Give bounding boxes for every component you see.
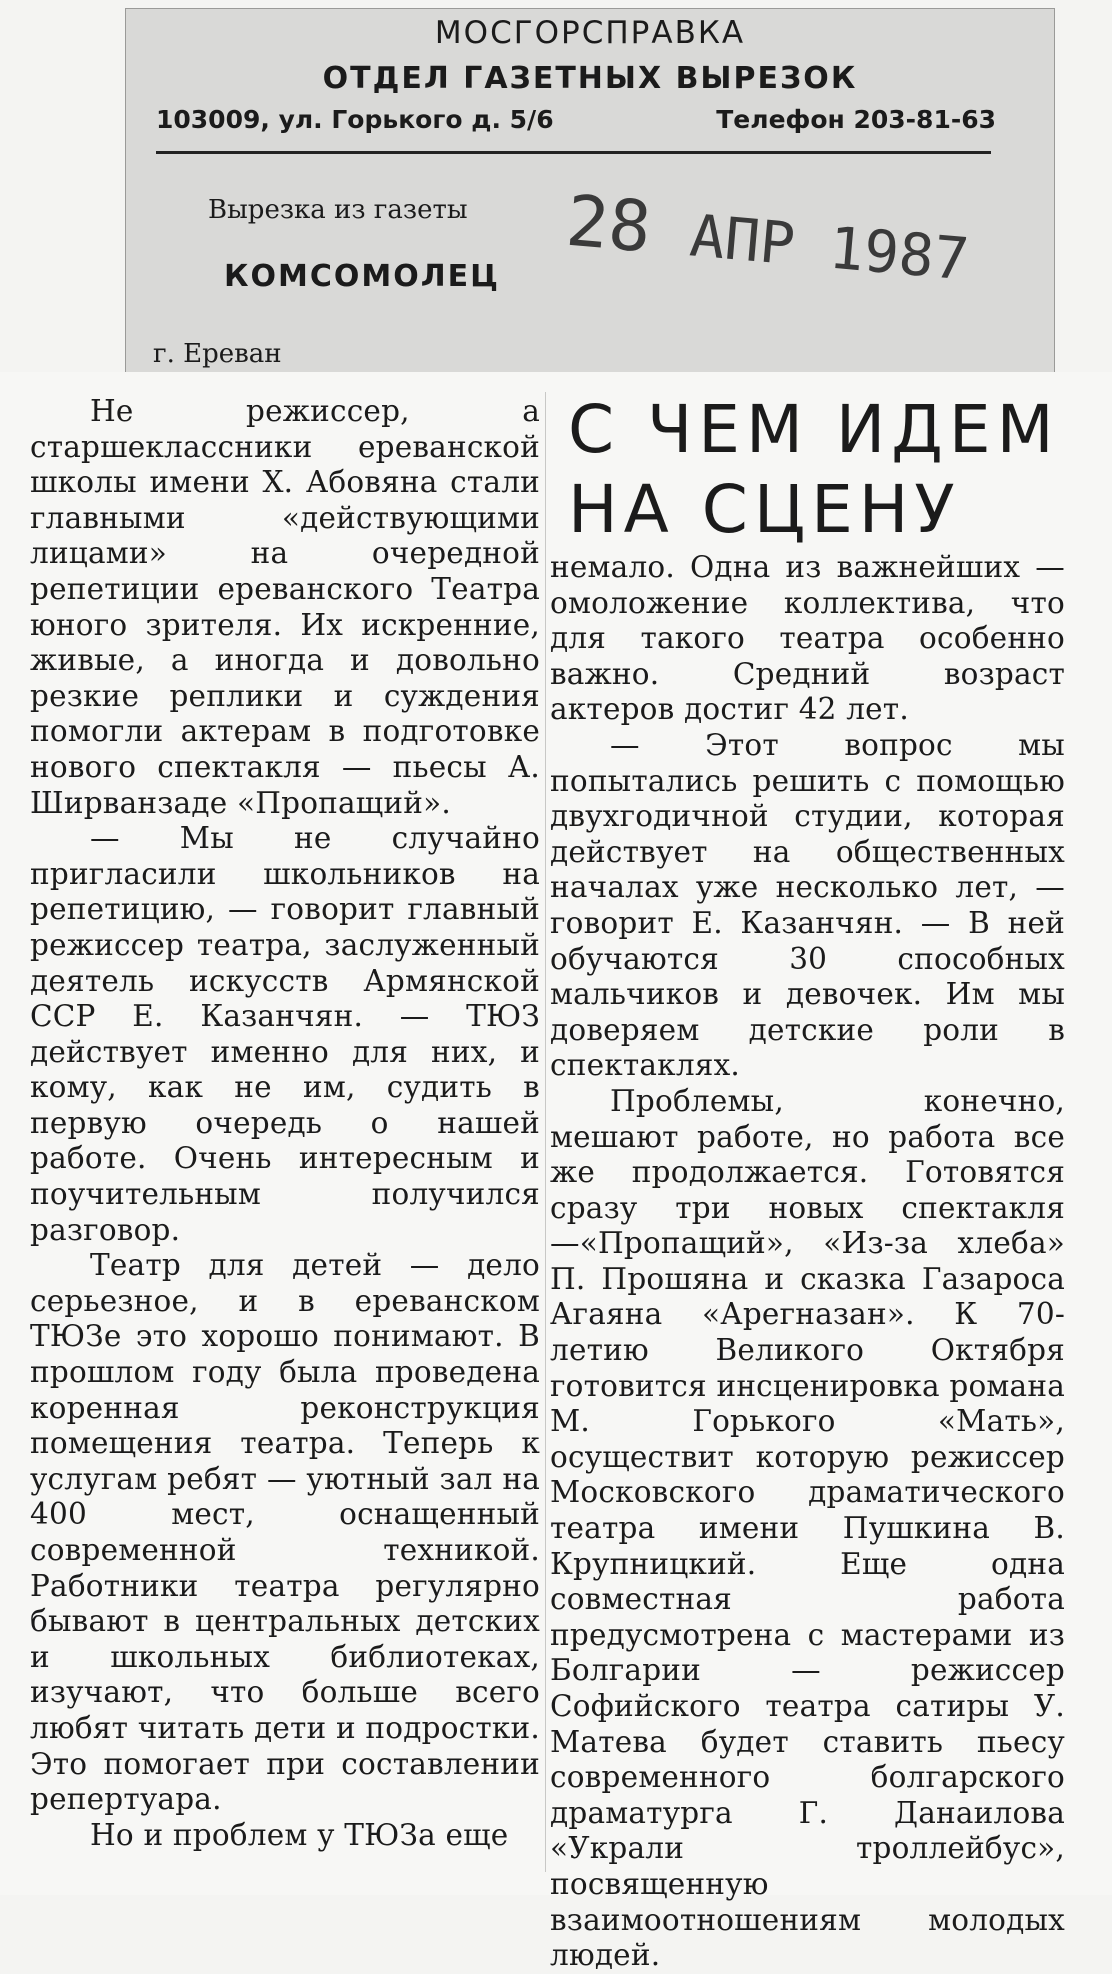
agency-name: МОСГОРСПРАВКА [434,15,746,51]
address: 103009, ул. Горького д. 5/6 [156,105,554,134]
contact-line [156,105,996,134]
column-divider [545,392,546,1872]
paragraph: — Мы не случайно пригласили школьников на репетицию, — говорит главный режиссер театра, заслуженный деятель искусств Армянской ССР Е. Казанчян. — ТЮЗ действует именно для них, и кому, как не им, судить в первую очередь о нашей работе. Очень интересным и поучительным получился разговор. [30,821,540,1247]
paragraph: Но и проблем у ТЮЗа еще [90,1817,509,1852]
newspaper-name: КОМСОМОЛЕЦ [224,259,500,294]
phone: Телефон 203-81-63 [716,105,996,134]
paragraph: немало. Одна из важнейших —омоложение коллектива, что для такого театра особенно важно. Средний возраст актеров достиг 42 лет. [550,550,1065,727]
article-column-right [550,550,1065,1974]
department-name: ОТДЕЛ ГАЗЕТНЫХ ВЫРЕЗОК [322,61,858,96]
stamp-day: 28 [563,179,655,269]
paragraph: Проблемы, конечно, мешают работе, но работа все же продолжается. Готовятся сразу три новых спектакля —«Пропащий», «Из-за хлеба» П. Прошяна и сказка Газароса Агаяна «Арегназан». К 70-летию Великого Октября готовится инсценировка романа М. Горького «Мать», осуществит которую режиссер Московского драматического театра имени Пушкина В. Крупницкий. Еще одна совместная работа предусмотрена с мастерами из Болгарии — режиссер Софийского театра сатиры У. Матева будет ставить пьесу современного болгарского драматурга Г. Данаилова «Украли троллейбус», посвященную взаимоотношениям молодых людей. [550,1083,1065,1973]
header-rule [156,151,991,154]
cut-label: Вырезка из газеты [208,195,468,225]
article-headline: С ЧЕМ ИДЕМ НА СЦЕНУ [568,391,1060,548]
clipping-service-header [125,8,1055,380]
city: г. Ереван [153,339,282,369]
date-stamp [563,180,972,297]
stamp-month-year: АПР 1987 [687,201,972,294]
article-clipping [0,372,1112,1973]
paragraph: Театр для детей — дело серьезное, и в ереванском ТЮЗе это хорошо понимают. В прошлом году была проведена коренная реконструкция помещения театра. Теперь к услугам ребят — уютный зал на 400 мест, оснащенный современной техникой. Работники театра регулярно бывают в центральных детских и школьных библиотеках, изучают, что больше всего любят читать дети и подростки. Это помогает при составлении репертуара. [30,1248,540,1817]
paragraph: Не режиссер, а старшеклассники ереванской школы имени Х. Абовяна стали главными «действующими лицами» на очередной репетиции ереванского Театра юного зрителя. Их искренние, живые, а иногда и довольно резкие реплики и суждения помогли актерам в подготовке нового спектакля — пьесы А. Ширванзаде «Пропащий». [30,394,540,820]
article-column-left [30,394,540,1853]
paragraph: — Этот вопрос мы попытались решить с помощью двухгодичной студии, которая действует на общественных началах уже несколько лет, — говорит Е. Казанчян. — В ней обучаются 30 способных мальчиков и девочек. Им мы доверяем детские роли в спектаклях. [550,727,1065,1083]
